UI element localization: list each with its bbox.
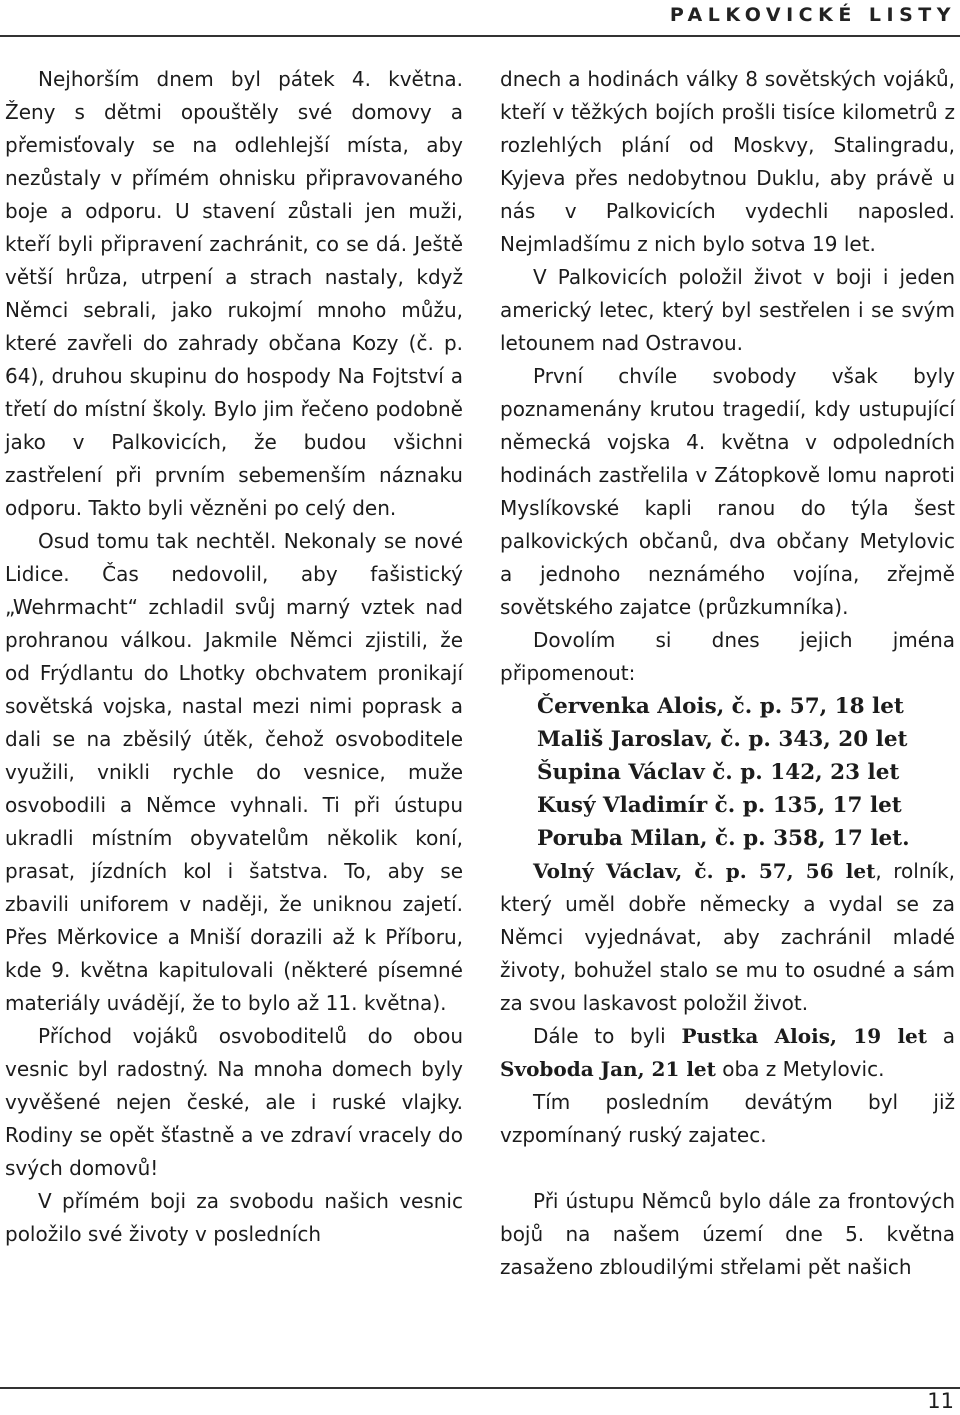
paragraph: Dovolím si dnes jejich jména připomenout: xyxy=(500,628,955,685)
publication-title: PALKOVICKÉ LISTY xyxy=(669,4,956,26)
paragraph: Osud tomu tak nechtěl. Nekonaly se nové Lidice. Čas nedovolil, aby fašistický „Wehrmacht“ zchladil svůj marný vztek nad prohranou válkou. Jakmile Němci zjistili, že od Frýdlantu do Lhotky obchvatem pronikají sovětská vojska, nastal mezi nimi poprask a dali se na zběsilý útěk, čehož osvoboditele využili, vnikli rychle do vesnice, muže osvobodili a Němce vyhnali. Ti při ústupu ukradli místním obyvatelům několik koní, prasat, jízdních kol i šatstva. To, aby se zbavili uniforem v naději, že uniknou zajetí. Přes Měrkovice a Mniší dorazili až k Příboru, kde 9. května kapitulovali (některé písemné materiály uvádějí, že to bylo až 11. května). xyxy=(5,529,463,1015)
header-divider xyxy=(0,35,960,37)
left-column xyxy=(5,63,463,1251)
list-item: Šupina Václav č. p. 142, 23 let xyxy=(537,760,900,785)
paragraph-text: Dále to byli xyxy=(533,1024,682,1048)
victim-name: Pustka Alois, 19 let xyxy=(681,1024,928,1048)
paragraph-text: , rolník, který uměl dobře německy a vydal se za Němci vyjednávat, aby zachránil mladé životy, bohužel stalo se mu to osudné a sám za svou laskavost položil život. xyxy=(500,859,955,1015)
paragraph: Při ústupu Němců bylo dále za frontových bojů na našem území dne 5. května zasaženo zbloudilými střelami pět našich xyxy=(500,1189,955,1279)
paragraph: Nejhorším dnem byl pátek 4. května. Ženy s dětmi opouštěly své domovy a přemisťovaly se na odlehlejší místa, aby nezůstaly v přímém ohnisku připravovaného boje a odporu. U stavení zůstali jen muži, kteří byli připravení zachránit, co se dá. Ještě větší hrůza, utrpení a strach nastaly, když Němci sebrali, jako rukojmí mnoho můžu, které zavřeli do zahrady občana Kozy (č. p. 64), druhou skupinu do hospody Na Fojtství a třetí do místní školy. Bylo jim řečeno podobně jako v Palkovicích, že budou všichni zastřelení při prvním sebemenším náznaku odporu. Takto byli vězněni po celý den. xyxy=(5,67,463,520)
paragraph: V Palkovicích položil život v boji i jeden americký letec, který byl sestřelen i se svým letounem nad Ostravou. xyxy=(500,265,955,355)
paragraph xyxy=(500,855,955,1020)
list-item: Poruba Milan, č. p. 358, 17 let. xyxy=(537,826,910,851)
paragraph: dnech a hodinách války 8 sovětských vojáků, kteří v těžkých bojích prošli tisíce kilometrů z rozlehlých plání od Moskvy, Stalingradu, Kyjeva přes nedobytnou Duklu, aby právě u nás v Palkovicích vydechli naposled. Nejmladšímu z nich bylo sotva 19 let. xyxy=(500,67,955,256)
paragraph-text: a xyxy=(927,1024,956,1048)
list-item: Mališ Jaroslav, č. p. 343, 20 let xyxy=(537,727,908,752)
paragraph: První chvíle svobody však byly poznamenány krutou tragedií, kdy ustupující německá vojska 4. května v odpoledních hodinách zastřelila v Zátopkově lomu naproti Myslíkovské kapli ranou do týla šest palkovických občanů, dva občany Metylovic a jednoho neznámého vojína, zřejmě sovětského zajatce (průzkumníka). xyxy=(500,364,955,619)
paragraph-text: oba z Metylovic. xyxy=(715,1057,885,1081)
list-item: Kusý Vladimír č. p. 135, 17 let xyxy=(537,793,902,818)
paragraph xyxy=(500,1020,955,1086)
page-number: 11 xyxy=(927,1389,954,1413)
right-column xyxy=(500,63,955,1284)
victim-name: Svoboda Jan, 21 let xyxy=(500,1057,716,1081)
footer-divider xyxy=(0,1387,960,1389)
list-item: Červenka Alois, č. p. 57, 18 let xyxy=(537,694,904,719)
paragraph: V přímém boji za svobodu našich vesnic položilo své životy v posledních xyxy=(5,1189,463,1246)
paragraph: Příchod vojáků osvoboditelů do obou vesnic byl radostný. Na mnoha domech byly vyvěšené nejen české, ale i ruské vlajky. Rodiny se opět šťastně a ve zdraví vracely do svých domovů! xyxy=(5,1024,463,1180)
paragraph: Tím posledním devátým byl již vzpomínaný ruský zajatec. xyxy=(500,1090,955,1147)
victims-list xyxy=(500,690,955,855)
victim-name: Volný Václav, č. p. 57, 56 let xyxy=(533,859,876,883)
